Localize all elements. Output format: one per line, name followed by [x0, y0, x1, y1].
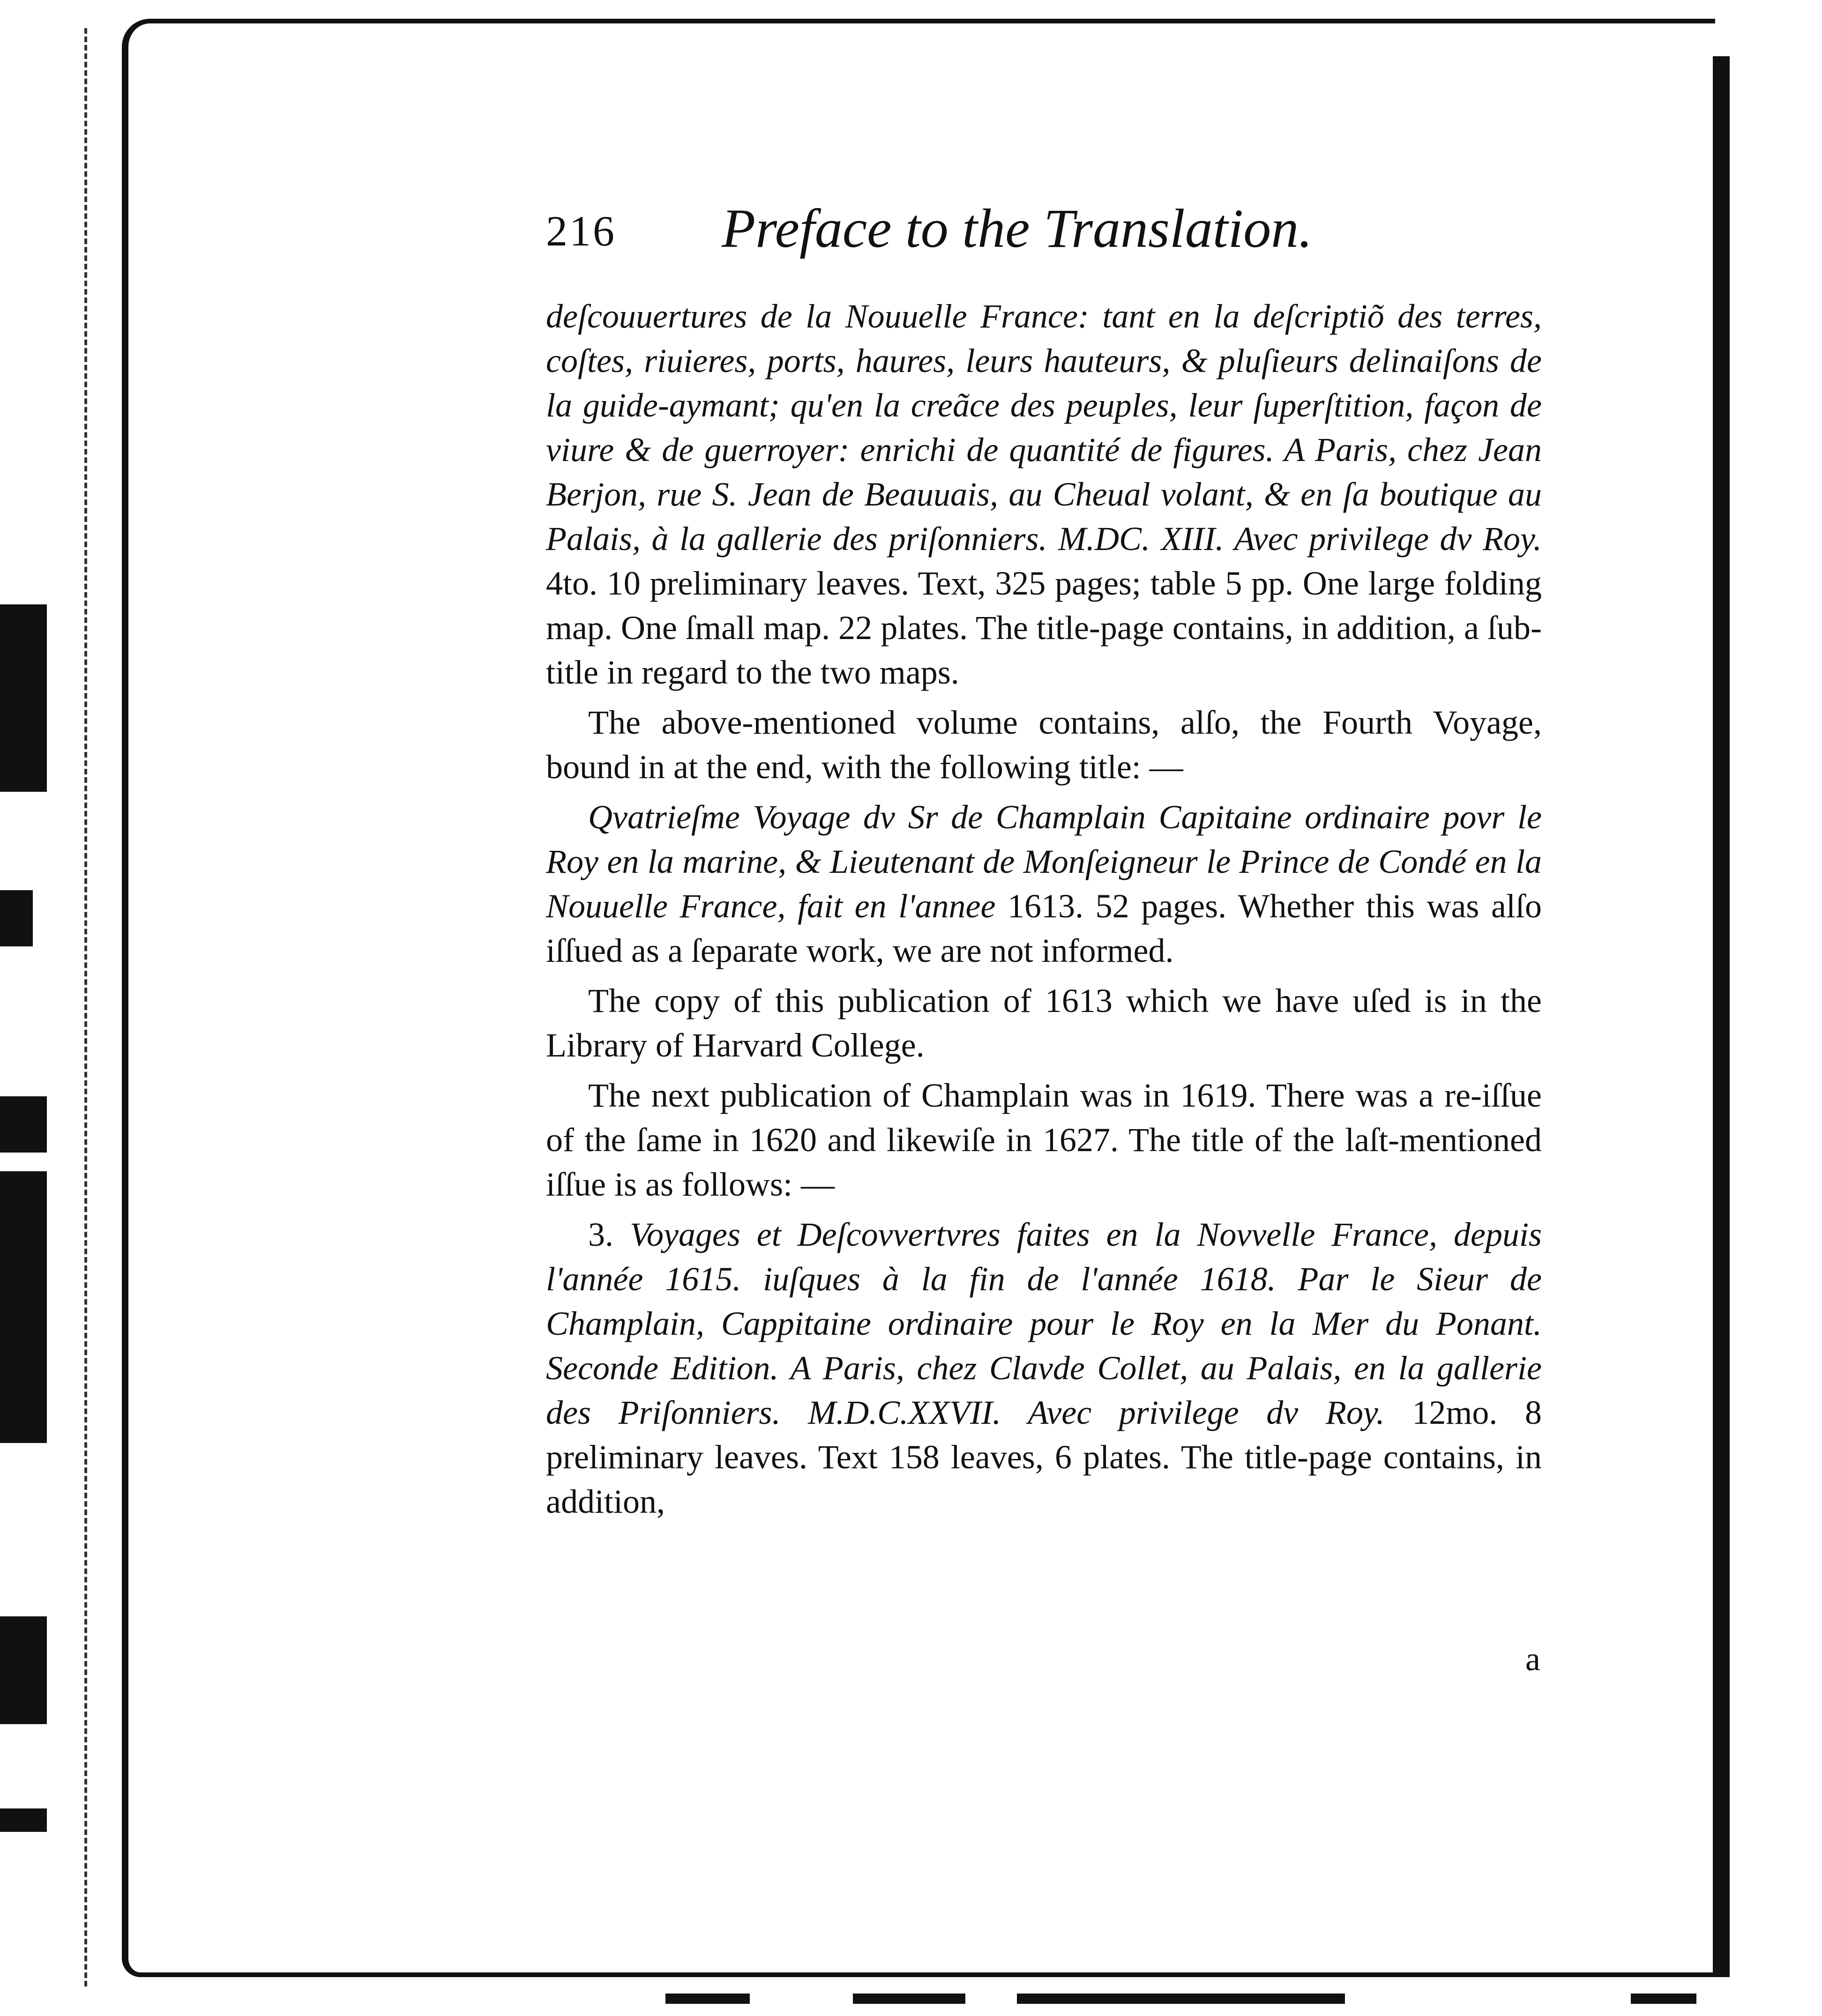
binding-edge-right [1713, 56, 1730, 1977]
binding-shadow [0, 604, 47, 792]
italic-title-text: Voyages et Deſcovvertvres faites en la Novvelle France, depuis l'année 1615. iuſques à la fin de l'année 1618. Par le Sieur de Champlain, Cappitaine ordinaire pour le Roy en la Mer du Ponant. Seconde Edition. A Paris, chez Clavde Collet, au Palais, en la gallerie des Priſonniers. M.D.C.XXVII. Avec privilege dv Roy. [546, 1216, 1542, 1431]
paragraph-3 [546, 795, 1542, 973]
catchword: a [1525, 1640, 1540, 1678]
paragraph-5: The next publication of Champlain was in 1619. There was a re-iſſue of the ſame in 1620 and likewiſe in 1627. The title of the laſt-mentioned iſſue is as follows: — [546, 1077, 1542, 1203]
binding-shadow [0, 1096, 47, 1153]
running-title: Preface to the Translation. [722, 198, 1313, 259]
italic-title-text: deſcouuertures de la Nouuelle France: tant en la deſcriptiõ des terres, coſtes, riuieres, ports, haures, leurs hauteurs, & pluſieurs delinaiſons de la guide-aymant; qu'en la creãce des peuples, leur ſuperſtition, façon de viure & de guerroyer: enrichi de quantité de figures. A Paris, chez Jean Berjon, rue S. Jean de Beauuais, au Cheual volant, & en ſa boutique au Palais, à la gallerie des priſonniers. M.DC. XIII. Avec privilege dv Roy. [546, 298, 1542, 558]
roman-text: 12mo. 8 preliminary leaves. Text 158 leaves, 6 plates. The title-page contains, in addition, [546, 1394, 1542, 1520]
paragraph-1 [546, 294, 1542, 695]
binding-edge-left [84, 28, 106, 1986]
roman-text: 1613. 52 pages. Whether this was alſo iſſued as a ſeparate work, we are not informed. [546, 887, 1542, 969]
binding-shadow [0, 890, 33, 946]
scan-artifact [665, 1994, 750, 2004]
item-number: 3. [588, 1216, 630, 1253]
paragraph-4: The copy of this publication of 1613 which we have uſed is in the Library of Harvard College. [546, 982, 1542, 1064]
italic-title-text: Qvatrieſme Voyage dv Sr de Champlain Capitaine ordinaire povr le Roy en la marine, & Lieutenant de Monſeigneur le Prince de Condé en la Nouuelle France, fait en l'annee [546, 798, 1542, 925]
roman-text: 4to. 10 preliminary leaves. Text, 325 pages; table 5 pp. One large folding map. One ſmall map. 22 plates. The title-page contains, in addition, a ſub-title in regard to the two maps. [546, 565, 1542, 691]
binding-shadow [0, 1171, 47, 1443]
binding-shadow [0, 1808, 47, 1832]
paragraph-6 [546, 1213, 1542, 1524]
scan-artifact [1631, 1994, 1696, 2004]
paragraph-2: The above-mentioned volume contains, alſo, the Fourth Voyage, bound in at the end, with the following title: — [546, 704, 1542, 786]
scan-artifact [853, 1994, 965, 2004]
body-text [546, 294, 1542, 1530]
page-header [546, 197, 1539, 267]
binding-shadow [0, 1616, 47, 1724]
scan-artifact [1017, 1994, 1345, 2004]
page-number: 216 [546, 207, 616, 255]
